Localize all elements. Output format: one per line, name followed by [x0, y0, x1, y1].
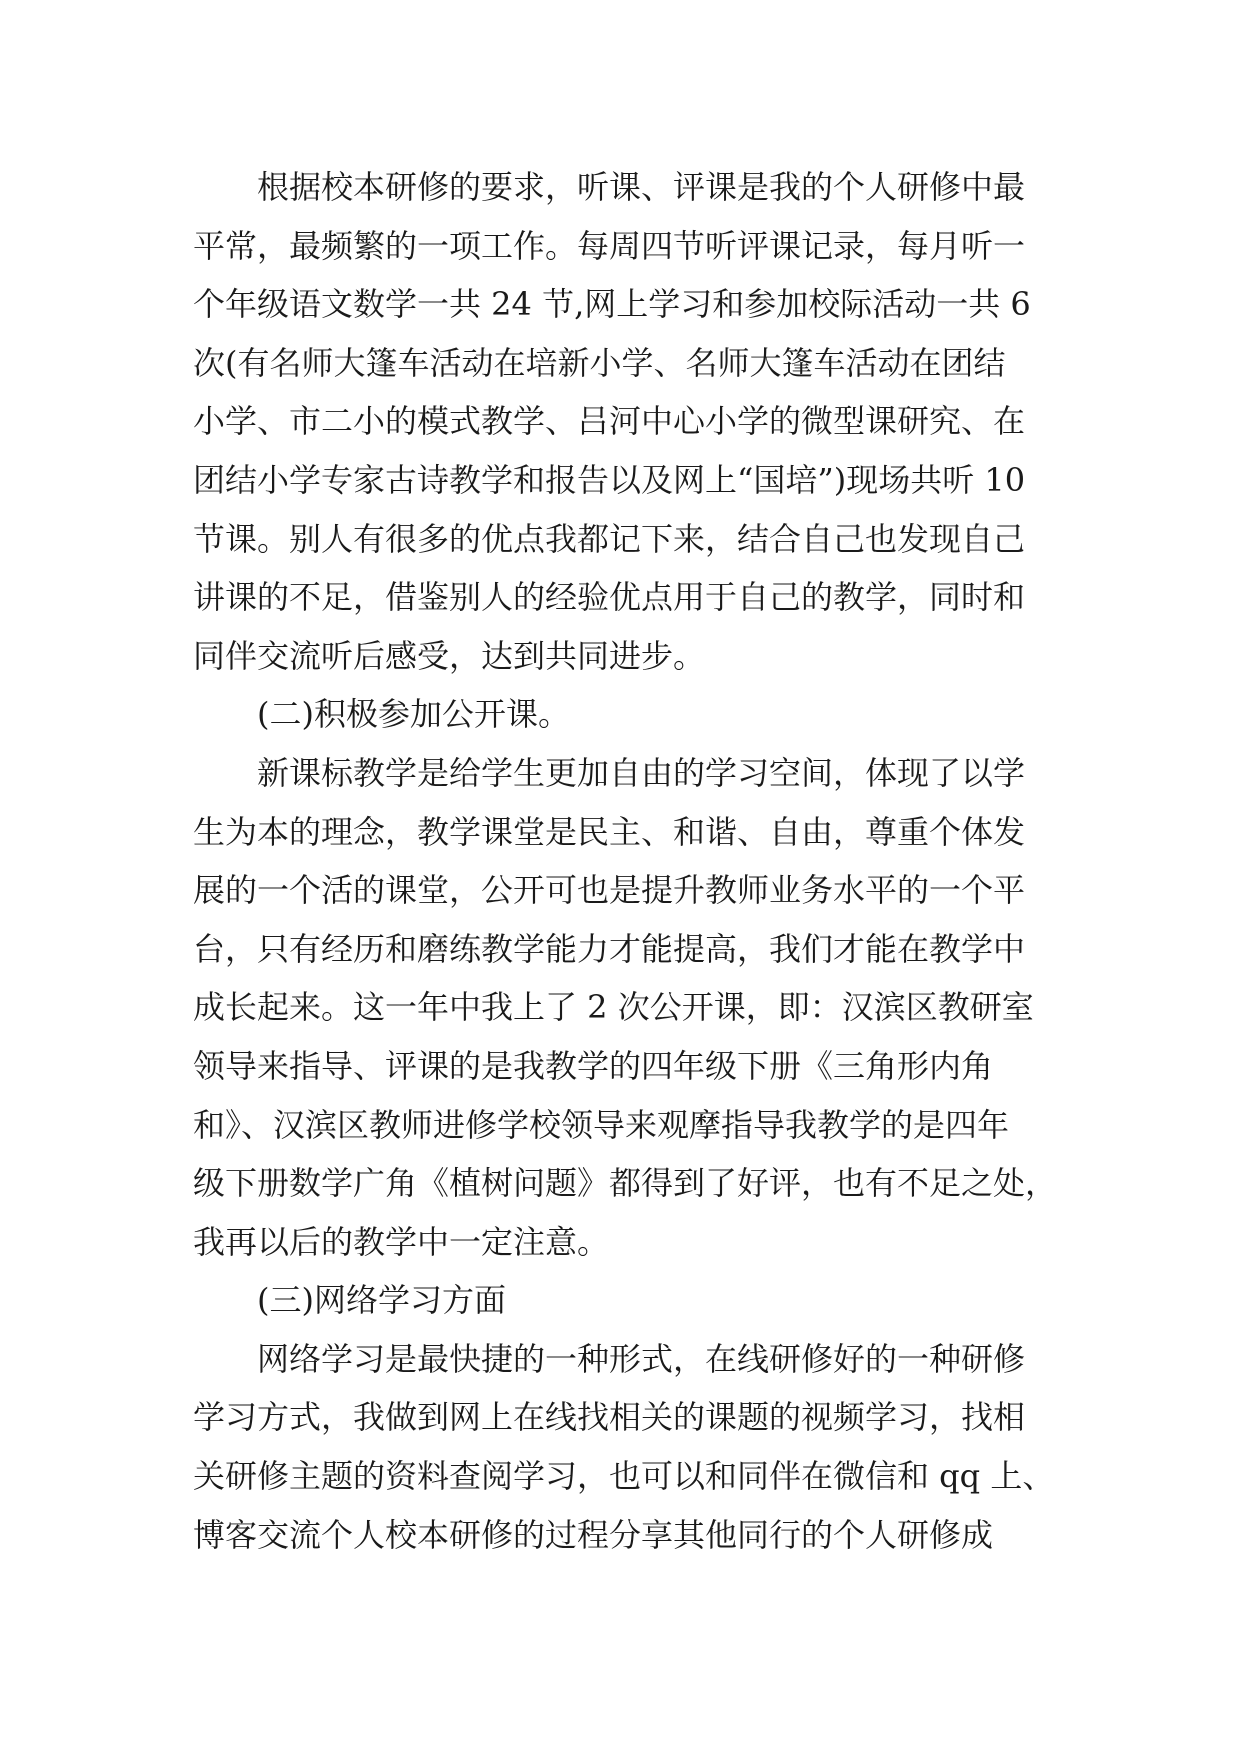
- text-line: 讲课的不足，借鉴别人的经验优点用于自己的教学，同时和: [193, 578, 1026, 617]
- text-line: 个年级语文数学一共 24 节,网上学习和参加校际活动一共 6: [193, 285, 1031, 324]
- document-body: [193, 158, 1063, 1564]
- text-line: 成长起来。这一年中我上了 2 次公开课，即：汉滨区教研室: [193, 988, 1034, 1027]
- text-line: 展的一个活的课堂，公开可也是提升教师业务水平的一个平: [193, 871, 1026, 910]
- text-line: 新课标教学是给学生更加自由的学习空间，体现了以学: [257, 753, 1026, 792]
- text-line: 团结小学专家古诗教学和报告以及网上“国培”)现场共听 10: [193, 460, 1026, 499]
- text-line: 台，只有经历和磨练教学能力才能提高，我们才能在教学中: [193, 929, 1026, 968]
- text-line: 我再以后的教学中一定注意。: [193, 1222, 610, 1261]
- text-line: 领导来指导、评课的是我教学的四年级下册《三角形内角: [193, 1046, 994, 1085]
- text-line: 小学、市二小的模式教学、吕河中心小学的微型课研究、在: [193, 402, 1026, 441]
- text-line: 网络学习是最快捷的一种形式，在线研修好的一种研修: [257, 1339, 1026, 1378]
- text-line: 根据校本研修的要求，听课、评课是我的个人研修中最: [257, 168, 1026, 206]
- text-line: 同伴交流听后感受，达到共同进步。: [193, 636, 706, 675]
- text-line: 节课。别人有很多的优点我都记下来，结合自己也发现自己: [193, 519, 1026, 558]
- text-line: 学习方式，我做到网上在线找相关的课题的视频学习，找相: [193, 1398, 1026, 1437]
- text-line: 生为本的理念，教学课堂是民主、和谐、自由，尊重个体发: [193, 812, 1026, 851]
- text-line: 次(有名师大篷车活动在培新小学、名师大篷车活动在团结: [193, 343, 1006, 382]
- text-line: 和》、汉滨区教师进修学校领导来观摩指导我教学的是四年: [193, 1105, 1010, 1144]
- text-line: 平常，最频繁的一项工作。每周四节听评课记录，每月听一: [193, 226, 1026, 265]
- text-line: 关研修主题的资料查阅学习，也可以和同伴在微信和 qq 上、: [193, 1457, 1055, 1496]
- text-line: 博客交流个人校本研修的过程分享其他同行的个人研修成: [193, 1515, 994, 1554]
- text-line: (三)网络学习方面: [257, 1281, 506, 1320]
- text-line: 级下册数学广角《植树问题》都得到了好评，也有不足之处，: [193, 1164, 1058, 1203]
- text-line: (二)积极参加公开课。: [257, 695, 570, 734]
